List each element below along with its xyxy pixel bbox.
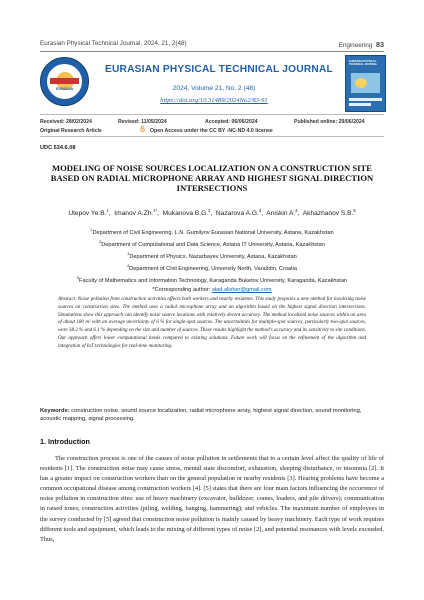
author: Nazarova A.G.$^3$ — [215, 208, 262, 218]
keywords-text: construction noise, sound source localization, radial microphone array, highest signal direction, sound monitoring, acoustic mapping, signal processing. — [40, 408, 362, 423]
doi-link[interactable]: https://doi.org/10.31489/2024No2/83-91 — [160, 97, 268, 104]
author: Utepov Ye.B.$^1$ — [68, 208, 109, 218]
logo-text: EURASIAN — [55, 87, 74, 91]
published-date: Published online: 29/06/2024 — [294, 119, 365, 125]
author-list: Utepov Ye.B.$^1$, Imanov A.Zh.$^{1*}$, Mukanova B.G.$^2$, Nazarova A.G.$^3$, Aniskin A.$^4$, Akhazhanov S.B.$^5$ — [68, 208, 356, 218]
journal-title: EURASIAN PHYSICAL TECHNICAL JOURNAL — [105, 64, 333, 75]
divider — [40, 114, 384, 115]
affiliation: $^2$Department of Computational and Data Science, Astana IT University, Astana, Kazakhstan — [99, 239, 325, 248]
divider — [40, 136, 384, 137]
revised-date: Revised: 11/05/2024 — [118, 119, 167, 125]
journal-cover-image — [345, 55, 386, 112]
affiliation: $^3$Department of Physics, Nazarbayev University, Astana, Kazakhstan — [127, 251, 297, 260]
running-header-right — [339, 40, 384, 49]
abstract: Abstract. Noise pollution from construction activities affects both workers and nearby residents. This study proposes a new method for localizing noise sources on construction sites. The method uses a radial microphone array and an algorithm based on the highest signal direction intersections. Simulations show this approach can identify noise source locations with relatively decent accuracy. The method localized noise sources within an area of about 180 m² with an average uncertainty of 6 % for single-spot sources. The uncertainties for multiple-spot sources, particularly two-spot sources, were 38.2 % and 6.1 % depending on the size and number of sources. These results highlight the method's accuracy and its sensitivity to site conditions. Our approach offers lower computational needs compared to existing solutions. Future work will focus on the refinement of the algorithm and integration of IoT technologies for real-time monitoring. — [58, 296, 366, 349]
article-type: Original Research Article — [40, 127, 102, 134]
affiliation-list — [40, 226, 384, 295]
author: Imanov A.Zh.$^{1*}$ — [114, 208, 158, 218]
affiliation: $^1$Department of Civil Engineering, L.N. Gumilyov Eurasian National University, Astana, Kazakhstan — [90, 228, 334, 236]
journal-volume: 2024, Volume 21, No. 2 (48) — [172, 85, 256, 92]
received-date: Received: 28/02/2024 — [40, 119, 92, 125]
open-access-lock-icon — [140, 125, 145, 132]
header-rule — [40, 51, 384, 52]
author: Aniskin A.$^4$ — [266, 208, 298, 218]
running-header-section: Engineering — [338, 42, 373, 49]
affiliation: $^4$Department of Civil Engineering, University North, Varaždin, Croatia — [127, 263, 297, 272]
keywords — [40, 407, 384, 424]
license-text: Open Access under the CC BY -NC-ND 4.0 license — [150, 127, 273, 134]
affiliation: $^5$Faculty of Mathematics and Information Technology, Karaganda Buketov University, Karaganda, Kazakhstan — [76, 275, 348, 284]
journal-logo-seal-icon — [40, 57, 89, 106]
cover-title: EURASIAN PHYSICAL TECHNICAL JOURNAL — [349, 60, 378, 66]
corresponding-author: *Corresponding author: alad.alisher@gmail.com — [152, 286, 272, 293]
article-title: MODELING OF NOISE SOURCES LOCALIZATION ON A CONSTRUCTION SITE BASED ON RADIAL MICROPHONE ARRAY AND HIGHEST SIGNAL DIRECTION INTERSECTIONS — [50, 163, 374, 193]
body-paragraph: The construction process is one of the causes of noise pollution in settlements that to a certain level affect the quality of life of residents [1]. The construction noise may cause stress, mental state discomfort, exhaustion, sleeping disturbance, or insomnia [2]. It has a greater impact on construction workers than on the general population or nearby residents [3]. Hearing problems have become a common occupational disease among construction workers [4]. [5] states that there are four main factors influencing the occurrence of noise pollution in construction sites: use of heavy machinery (excavator, bulldozer, cranes, loaders, and pile drivers); communication in raised tones; construction activities (piling, welding, banging, hammering); and vehicles. The maximum number of employees in the survey conducted by [5] agreed that construction noise pollution is mainly caused by heavy machinery. Each type of work requires different tools and equipment, which leads to the mixing of different types of noise [2], and potential resonances with levels exceeded. Thus, — [40, 455, 384, 543]
udc-code: UDC 534.6.08 — [40, 145, 76, 151]
running-header-journal: Eurasian Physical Technical Journal, 2024, 21, 2(48) — [40, 40, 187, 47]
keywords-label: Keywords: — [40, 408, 70, 414]
author: Akhazhanov S.B.$^5$ — [302, 208, 356, 218]
section-heading: 1. Introduction — [40, 437, 90, 446]
corresponding-email-link[interactable]: alad.alisher@gmail.com — [211, 286, 272, 293]
page-number: 83 — [376, 40, 384, 49]
author: Mukanova B.G.$^2$ — [162, 208, 211, 218]
accepted-date: Accepted: 06/06/2024 — [205, 119, 258, 125]
